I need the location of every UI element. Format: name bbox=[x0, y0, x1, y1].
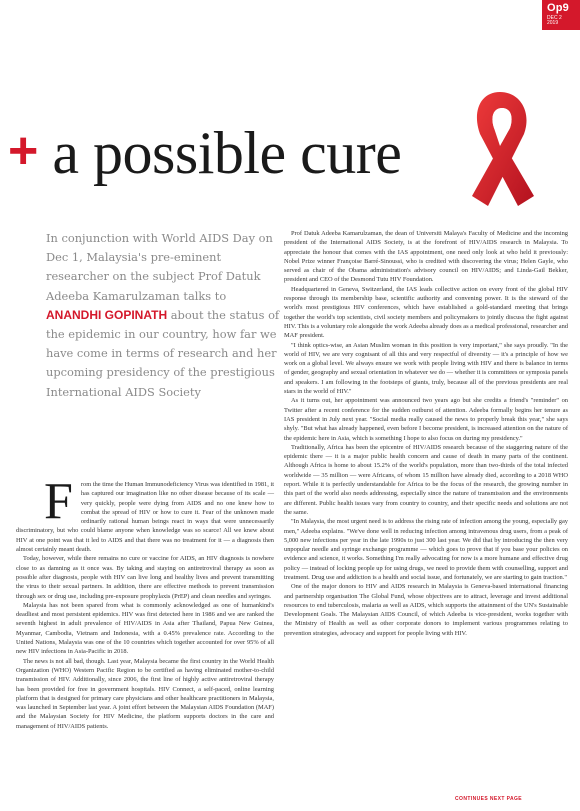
article-paragraph: Today, however, while there remains no cure or vaccine for AIDS, an HIV diagnosis is nowhere close to as damning as it once was. By taking and staying on antiretroviral therapy as soon as possible after diagnosis, people with HIV can live long and healthy lives and prevent transmitting the virus to their sexual partners. In addition, there are effective methods to prevent transmission through sex or drug use, including pre-exposure prophylaxis (PrEP) and clean needles and syringes. bbox=[16, 555, 274, 600]
issue-date-day: DEC 2 bbox=[547, 15, 562, 21]
issue-date bbox=[547, 16, 562, 26]
article-paragraph: "In Malaysia, the most urgent need is to address the rising rate of infection among the young, especially gay men," Adeeba explains. "We've done well in reducing infection among intravenous drug users, from a peak of 5,000 new infections per year in the late 1990s to just 300 last year. We did that by introducing the then very unpopular needle and syringe exchange programme — which goes to prove that if you base your policies on evidence and science, it works. Something I'm really advocating for now is a more humane and effective drug policy — instead of locking people up for using drugs, we need to provide them with counselling, support and treatment. Drug use and addiction is a health and social issue, and fortunately, we are starting to gain traction." bbox=[284, 518, 568, 581]
article-paragraph: Prof Datuk Adeeba Kamarulzaman, the dean of Universiti Malaya's Faculty of Medicine and the incoming president of the International AIDS Society, is at the forefront of HIV/AIDS research in Malaysia. To appreciate the honour that comes with the IAS appointment, one need only look at who held it previously: Nobel Prize winner Françoise Barré-Sinoussi, who is credited with discovering the virus; Helen Gayle, who served as chair of the Obama administration's advisory council on HIV/AIDS; and Linda-Gail Bekker, president and CEO of the Desmond Tutu HIV Foundation. bbox=[284, 230, 568, 284]
red-ribbon-icon bbox=[438, 82, 558, 212]
article-column-right bbox=[284, 229, 568, 638]
article-paragraph: As it turns out, her appointment was announced two years ago but she credits a friend's "reminder" on Twitter after a recent conference for the sudden outburst of attention. Adeeba formally begins her tenure as IAS president in July next year. "Social media really caused the news to properly break this year," she says shyly. "But what has already happened, even before I become president, is increased attention on the nature of the epidemic here in Asia, which is something I hope to also focus on during my presidency." bbox=[284, 397, 568, 442]
section-label: Op9 bbox=[547, 2, 569, 14]
article-paragraph: Headquartered in Geneva, Switzerland, the IAS leads collective action on every front of the global HIV response through its membership base, scientific authority and convening power. It is the steward of the world's most prestigious HIV conferences, which have established a gold-standard meeting that brings together the world's top scientists, civil society members and policymakers to jointly discuss the fight against HIV. This is a voluntary role alongside the work Adeeba already does as a medical professional, researcher and MAF president. bbox=[284, 285, 568, 340]
article-paragraph: One of the major donors to HIV and AIDS research in Malaysia is Geneva-based international financing and partnership organisation The Global Fund, whose objectives are to attract, leverage and invest additional resources to end tuberculosis, malaria as well as AIDS, which supports the attainment of the UN's Sustainable Development Goals. The Malaysian AIDS Council, of which Adeeba is vice-president, works together with the Ministry of Health as well as other corporate donors to implement various programmes relating to prevention strategies, advocacy and support for people living with HIV. bbox=[284, 583, 568, 637]
section-tab bbox=[542, 0, 580, 30]
standfirst bbox=[46, 229, 284, 402]
headline-title: a possible cure bbox=[52, 120, 402, 186]
drop-cap: F bbox=[44, 473, 73, 530]
paragraph-text: rom the time the Human Immunodeficiency Virus was identified in 1981, it has captured our imagination like no other disease because of its scale — very quickly, people were dying from AIDS and no one knew how to combat the spread of HIV or how to cure it. Fear of the unknown made ordinarily rational human beings react in ways that were unnecessarily discriminatory, but who could blame anyone when knowledge was so scarce! All we knew about HIV at one point was that it led to AIDS and that there was no treatment for it — a diagnosis then almost certainly meant death. bbox=[16, 481, 274, 554]
author-byline: ANANDHI GOPINATH bbox=[46, 307, 168, 322]
article-paragraph: The news is not all bad, though. Last year, Malaysia became the first country in the World Health Organization (WHO) Western Pacific Region to be certified as having eliminated mother-to-child transmission of HIV. Additionally, since 2006, the first line of highly active antiretroviral therapy has been provided for free in government hospitals. HIV Connect, a self-paced, online learning platform that is designed for primary care physicians and other healthcare practitioners in Malaysia, was launched in September last year. A joint effort between the Malaysian AIDS Foundation (MAF) and the Malaysian Society for HIV Medicine, the platform supports doctors in the care and management of HIV/AIDS patients. bbox=[16, 657, 274, 730]
plus-mark: + bbox=[8, 122, 39, 180]
article-paragraph: "I think optics-wise, an Asian Muslim woman in this position is very important," she says proudly. "In the world of HIV, we are very cognisant of all this and very respectful of diversity — it's a principle of how we work on a global level. We always ensure we work with people living with HIV and there is balance in terms of gender, geography and sexual orientation in whatever we do — whether it is committees or symposia panels and speakers. I am following in the footsteps of giants, truly, because all of the previous presidents are real stars in the world of HIV." bbox=[284, 341, 568, 396]
article-paragraph: Traditionally, Africa has been the epicentre of HIV/AIDS research because of the staggering nature of the epidemic there — it is a major public health concern and cause of death in many parts of the continent. Although Africa is home to about 15.2% of the world's population, more than two-thirds of the total infected worldwide — 35 million — were Africans, of whom 15 million have already died, according to a 2018 WHO report. While it is perfectly understandable for Africa to be the focus of the research, the growing number in this part of the world also needs addressing, especially since the nature of transmission and the environments are different. Public health issues vary from country to country, and their specific needs and solutions are not the same. bbox=[284, 443, 568, 516]
article-paragraph bbox=[16, 473, 274, 554]
article-paragraph: Malaysia has not been spared from what is commonly acknowledged as one of humankind's deadliest and most persistent epidemics. HIV was first detected here in 1986 and we are ranked the seventh highest in adult prevalence of HIV/AIDS in Asia after Thailand, Papua New Guinea, Myanmar, Cambodia, Vietnam and Indonesia, with a 0.45% prevalence rate. According to the United Nations, Malaysia was one of the 10 countries which together accounted for over 95% of all new HIV infections in Asia-Pacific in 2018. bbox=[16, 601, 274, 656]
article-column-left bbox=[16, 473, 274, 731]
standfirst-outro: about the status of the epidemic in our country, how far we have come in terms of research and her upcoming presidency of the prestigious International AIDS Society bbox=[46, 307, 280, 399]
headline bbox=[8, 118, 401, 188]
standfirst-intro: In conjunction with World AIDS Day on Dec 1, Malaysia's pre-eminent researcher on the subject Prof Datuk Adeeba Kamarulzaman talks to bbox=[46, 231, 273, 303]
continues-next-page: CONTINUES NEXT PAGE bbox=[455, 796, 522, 802]
issue-date-year: 2019 bbox=[547, 20, 559, 26]
